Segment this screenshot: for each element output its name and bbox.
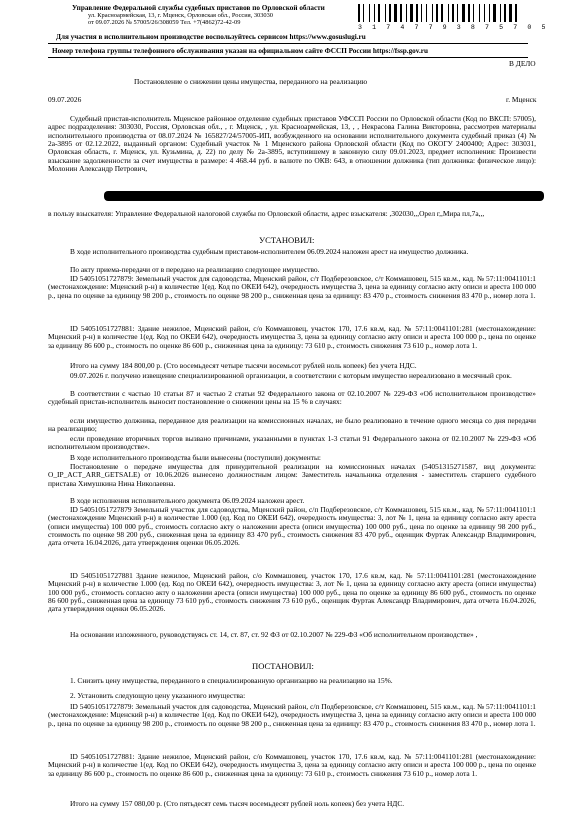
- established-item: Постановление о передаче имущества для принудительной реализации на комиссионных началах (54051315271587, вид документа: O_IP_ACT_ARR_GETSALE) от 10.06.2026 вынесено должностным лицом: Заместитель начальника отделения - заместитель старшего судебного пристава Химушкина Нина Николаевна.: [48, 462, 536, 488]
- barcode-stripe: [363, 4, 364, 22]
- barcode-stripe: [371, 4, 373, 22]
- asset-building-item: ID 54051051727881: Здание нежилое, Мценский район, с/о Коммашовец, участок 170, 17.6 кв.м, кад. № 57:11:0041101:281 (местонахождение: Мценский р-н) в количестве 1(ед. Код по ОКЕИ 642), очередность имущества 3, цена за единицу согласно акту описи и ареста 100 000 р., цена по оценке за единицу 86 600 р., стоимость по оценке 86 600 р., сниженная цена за единицу: 73 610 р., стоимость снижения 73 610 р., номер лота 1.: [48, 324, 536, 350]
- barcode-stripe: [481, 4, 483, 22]
- barcode-number: 3 1 7 4 7 7 9 3 8 7 5 7 0 5: [358, 24, 549, 31]
- barcode-stripe: [403, 4, 405, 22]
- total-sum-item: Итого на сумму 184 800,00 р. (Сто восемьдесят четыре тысячи восемьсот рублей ноль копеек) без учета НДС.: [70, 361, 417, 370]
- established-item: В ходе исполнения исполнительного документа 06.09.2024 наложен арест.: [70, 496, 305, 505]
- barcode-stripe: [365, 4, 368, 22]
- barcode-stripe: [450, 4, 451, 22]
- barcode-stripe: [414, 4, 415, 22]
- barcode-stripe: [374, 4, 375, 22]
- barcode-stripe: [434, 4, 435, 22]
- barcode-stripe: [421, 4, 422, 22]
- barcode-stripe: [455, 4, 456, 22]
- barcode-stripe: [389, 4, 391, 22]
- intro-paragraph: Судебный пристав-исполнитель Мценское районное отделение судебных приставов УФССП России по Орловской области (Код по ВКСП: 57005), адрес подразделения: 303030, Россия, Орловская обл., , г. Мценск, , ул. Красноармейская, 13, , , Некрасова Галина Викторовна, рассмотрев материалы исполнительного производства от 08.07.2024 № 165827/24/57005-ИП, возбужденного на основании исполнительного документа судебный приказ (4) № 2а-3895 от 02.12.2022, выданный органом: Судебный участок № 1 Мценского района Орловской области (Код по ОКОГУ 2400400; Адрес: 303031, Орловская область, г. Мценск, ул. Кузьмина, д. 22) по делу № 2а-3895, вступившему в законную силу 09.01.2023, предмет исполнения: Произвести взыскание задолженности за счет имущества в размере: 4 468.44 руб. в валюте по ОКВ: 643, в отношении должника (тип должника: физическое лицо): Молонин Александр Петрович,: [48, 114, 536, 174]
- arrest-building-item: ID 54051051727881 Здание нежилое, Мценский район, с/о Коммашовец, участок 170, 17.6 кв.м, кад. № 57:11:0041101:281 (местонахождение Мценский р-н) в количестве 1.000 (ед. Код по ОКЕИ 642), очередность имущества: 3, лот № 1, цена за единицу согласно акту ареста (описи имущества) 100 000 руб., стоимость согласно акту о наложении ареста (описи имущества) 100 000 руб., цена по оценке за единицу 86 600 руб., стоимость по оценке 86 600 руб., сниженная цена за единицу 73 610 руб., стоимость снижения 73 610 руб., оценщик Фуртак Александр Владимирович, дата отчета 16.04.2026, дата утверждения оценки 06.05.2026.: [48, 571, 536, 614]
- barcode: [358, 4, 520, 22]
- barcode-stripe: [457, 4, 458, 22]
- decreed-building-item: ID 54051051727881: Здание нежилое, Мценский район, с/о Коммашовец, участок 170, 17.6 кв.м, кад. № 57:11:0041101:281 (местонахождение: Мценский р-н) в количестве 1(ед. Код по ОКЕИ 642), очередность имущества 3, цена за единицу согласно акту описи и ареста 100 000 р., цена по оценке за единицу 86 600 р., стоимость по оценке 86 600 р., сниженная цена за единицу: 73 610 р., стоимость снижения 73 610 р., номер лота 1.: [48, 752, 536, 778]
- barcode-stripe: [486, 4, 488, 22]
- decreed-item: 1. Снизить цену имущества, переданного в специализированную организацию на реализацию на 15%.: [70, 676, 393, 685]
- barcode-stripe: [491, 4, 492, 22]
- file-note: В ДЕЛО: [509, 59, 536, 68]
- document-title: Постановление о снижении цены имущества, переданного на реализацию: [134, 77, 368, 86]
- established-item: В ходе исполнительного производства были вынесены (поступили) документы:: [70, 453, 321, 462]
- barcode-stripe: [475, 4, 478, 22]
- decreed-item: 2. Установить следующую цену указанного имущества:: [70, 691, 246, 700]
- ref-line: от 09.07.2026 № 57005/26/308059 Тел. +7(4862)72-42-09: [88, 19, 241, 26]
- phone-notice[interactable]: Номер телефона группы телефонного обслуживания указан на официальном сайте ФССП России https://fssp.gov.ru: [52, 47, 428, 55]
- barcode-stripe: [471, 4, 472, 22]
- arrest-land-item: ID 54051051727879 Земельный участок для садоводства, Мценский район, с/п Подберезовское, с/т Коммашовец, 515 кв.м., кад. № 57:11:0041101:1 (местонахождение Мценский р-н) в количестве 1.000 (ед. Код по ОКЕИ 642), очередность имущества: 3, лот № 1, цена за единицу согласно акту ареста (описи имущества) 100 000 руб., стоимость согласно акту о наложении ареста (описи имущества) 100 000 руб., цена по оценке за единицу 98 200 руб., стоимость по оценке 98 200 руб., сниженная цена за единицу 83 470 руб., стоимость снижения 83 470 руб., оценщик Фуртак Александр Владимирович, дата отчета 16.04.2026, дата утверждения оценки 06.05.2026.: [48, 505, 536, 548]
- decreed-heading: ПОСТАНОВИЛ:: [252, 661, 314, 671]
- barcode-stripe: [513, 4, 514, 22]
- barcode-stripe: [361, 4, 362, 22]
- org-title: Управление Федеральной службы судебных приставов по Орловской области: [72, 4, 325, 12]
- barcode-stripe: [507, 4, 508, 22]
- barcode-stripe: [428, 4, 431, 22]
- gosuslugi-notice[interactable]: Для участия в исполнительном производстве воспользуйтесь сервисом https://www.gosuslugi.ru: [56, 33, 366, 41]
- barcode-stripe: [448, 4, 449, 22]
- barcode-stripe: [504, 4, 506, 22]
- barcode-stripe: [410, 4, 413, 22]
- barcode-stripe: [426, 4, 427, 22]
- barcode-stripe: [387, 4, 388, 22]
- barcode-stripe: [394, 4, 397, 22]
- barcode-stripe: [408, 4, 409, 22]
- barcode-stripe: [515, 4, 517, 22]
- creditor-paragraph: в пользу взыскателя: Управление Федеральной налоговой службы по Орловской области, адрес взыскателя: ,302030,,,Орел г,,Мира пл,7а,,,: [48, 209, 485, 218]
- header-divider: [48, 43, 528, 44]
- barcode-stripe: [392, 4, 393, 22]
- barcode-stripe: [441, 4, 443, 22]
- barcode-stripe: [378, 4, 380, 22]
- barcode-stripe: [400, 4, 402, 22]
- barcode-stripe: [479, 4, 480, 22]
- barcode-stripe: [436, 4, 438, 22]
- redaction-bar: [104, 191, 544, 201]
- barcode-stripe: [502, 4, 503, 22]
- asset-land-item: ID 54051051727879: Земельный участок для садоводства, Мценский район, с/т Подберезовское, с/т Коммашовец, 515 кв.м., кад. № 57:11:0041101:1 (местонахождение: Мценский р-н) в количестве 1(ед. Код по ОКЕИ 642), очередность имущества 3, цена за единицу согласно акту описи и ареста 100 000 р., цена по оценке за единицу 98 200 р., стоимость по оценке 98 200 р., сниженная цена за единицу: 83 470 р., стоимость снижения 83 470 р., номер лота 1.: [48, 274, 536, 300]
- barcode-stripe: [376, 4, 377, 22]
- established-heading: УСТАНОВИЛ:: [259, 235, 315, 245]
- decreed-total-item: Итого на сумму 157 080,00 р. (Сто пятьдесят семь тысяч восемьдесят рублей ноль копеек) без учета НДС.: [70, 799, 405, 808]
- barcode-stripe: [493, 4, 496, 22]
- header-divider-2: [48, 57, 528, 58]
- barcode-stripe: [432, 4, 433, 22]
- barcode-stripe: [459, 4, 461, 22]
- established-item: 09.07.2026 г. получено извещение специализированной организации, в соответствии с которым имущество нереализовано в месячный срок.: [70, 371, 512, 380]
- barcode-stripe: [419, 4, 420, 22]
- barcode-stripe: [423, 4, 425, 22]
- barcode-stripe: [484, 4, 485, 22]
- barcode-stripe: [452, 4, 454, 22]
- barcode-stripe: [509, 4, 512, 22]
- established-item: если имущество должника, переданное для реализации на комиссионных началах, не было реализовано в течение одного месяца со дня передачи на реализацию;: [48, 416, 536, 434]
- decreed-land-item: ID 54051051727879: Земельный участок для садоводства, Мценский район, с/п Подберезовское, с/т Коммашовец, 515 кв.м., кад. № 57:11:0041101:1 (местонахождение: Мценский р-н) в количестве 1(ед. Код по ОКЕИ 642), очередность имущества 3, цена за единицу согласно акту описи и ареста 100 000 р., цена по оценке за единицу 98 200 р., стоимость по оценке 98 200 р., сниженная цена за единицу: 83 470 р., стоимость снижения 83 470 р., номер лота 1.: [48, 702, 536, 728]
- barcode-stripe: [439, 4, 440, 22]
- barcode-stripe: [385, 4, 386, 22]
- barcode-stripe: [466, 4, 467, 22]
- document-city: г. Мценск: [506, 95, 537, 104]
- barcode-stripe: [444, 4, 447, 22]
- established-item: По акту приема-передачи от в передано на реализацию следующее имущество.: [70, 265, 320, 274]
- barcode-stripe: [406, 4, 407, 22]
- barcode-stripe: [416, 4, 418, 22]
- document-date: 09.07.2026: [48, 95, 82, 104]
- barcode-stripe: [369, 4, 370, 22]
- barcode-stripe: [489, 4, 490, 22]
- barcode-stripe: [473, 4, 474, 22]
- established-item: На основании изложенного, руководствуясь ст. 14, ст. 87, ст. 92 ФЗ от 02.10.2007 № 229-ФЗ «Об исполнительном производстве» ,: [70, 630, 478, 639]
- barcode-stripe: [462, 4, 465, 22]
- established-item: если проведение вторичных торгов вызвано причинами, указанными в пунктах 1-3 статьи 91 Федерального закона от 02.10.2007 № 229-ФЗ «Об исполнительном производстве».: [48, 434, 536, 452]
- barcode-stripe: [468, 4, 470, 22]
- barcode-stripe: [358, 4, 360, 22]
- barcode-stripe: [500, 4, 501, 22]
- established-item: В ходе исполнительного производства судебным приставом-исполнителем 06.09.2024 наложен арест на имущество должника.: [70, 247, 469, 256]
- barcode-stripe: [518, 4, 519, 22]
- barcode-stripe: [381, 4, 384, 22]
- barcode-stripe: [398, 4, 399, 22]
- org-address: ул. Красноармейская, 13, г. Мценск, Орловская обл., Россия, 303030: [88, 12, 273, 19]
- barcode-stripe: [497, 4, 499, 22]
- established-item: В соответствии с частью 10 статьи 87 и частью 2 статьи 92 Федерального закона от 02.10.2007 № 229-ФЗ «Об исполнительном производстве» судебный пристав-исполнитель выносит постановление о снижении цены на 15 % в случаях:: [48, 389, 536, 407]
